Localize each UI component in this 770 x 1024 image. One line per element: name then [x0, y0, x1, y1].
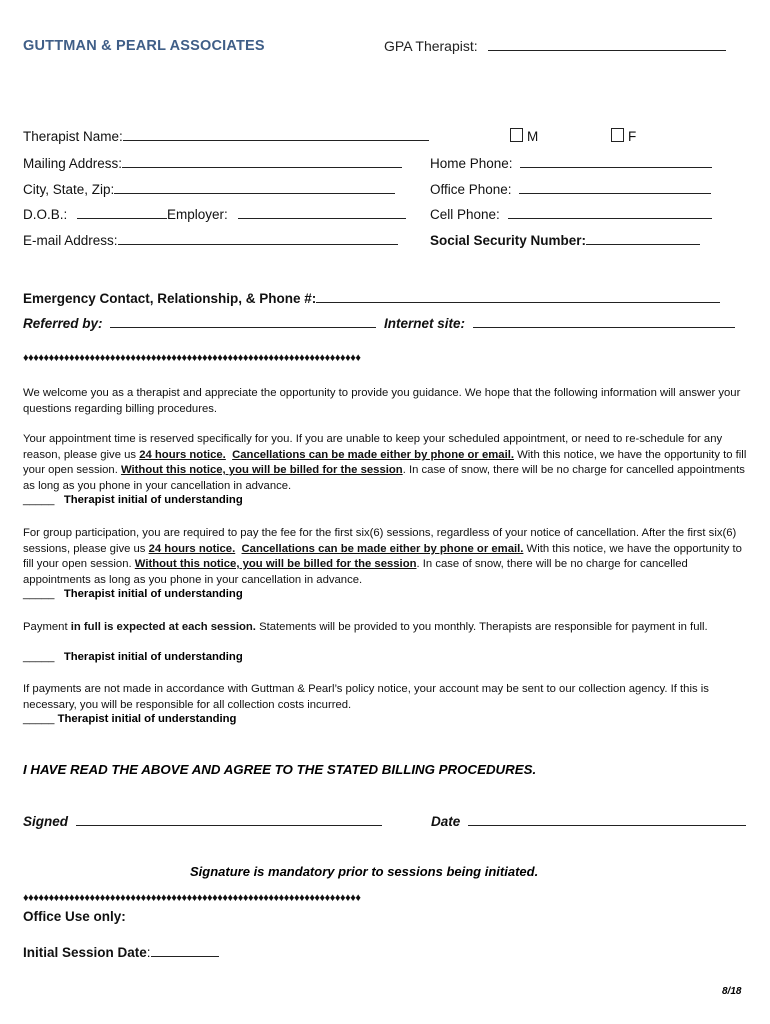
email-label: E-mail Address:	[23, 233, 118, 248]
dob-field	[23, 206, 406, 222]
notice-24-hours: 24 hours notice.	[148, 542, 236, 555]
initial-session-date-blank[interactable]	[151, 944, 219, 957]
cell-phone-field	[430, 206, 712, 222]
employer-blank[interactable]	[238, 206, 406, 219]
signature-mandatory-note: Signature is mandatory prior to sessions being initiated.	[190, 864, 539, 879]
initial-label: Therapist initial of understanding	[63, 494, 243, 506]
cell-phone-blank[interactable]	[508, 206, 712, 219]
dob-blank[interactable]	[77, 206, 167, 219]
mailing-address-blank[interactable]	[122, 155, 402, 168]
group-text-2: With this notice, we have the opportunity to fill your open session.	[23, 542, 742, 571]
city-state-zip-blank[interactable]	[114, 181, 395, 194]
group-policy-paragraph	[23, 526, 751, 588]
payment-text-1: Payment	[23, 621, 71, 633]
form-version: 8/18	[722, 986, 742, 997]
signed-field	[23, 813, 382, 829]
date-blank[interactable]	[468, 813, 746, 826]
gender-m-label: M	[527, 129, 539, 144]
initial-line-3	[23, 651, 243, 663]
company-name: GUTTMAN & PEARL ASSOCIATES	[23, 38, 265, 54]
ssn-field	[430, 232, 700, 248]
billed-warning: Without this notice, you will be billed for the session	[120, 464, 403, 477]
gender-f-option[interactable]	[611, 128, 636, 144]
appointment-policy-paragraph	[23, 432, 751, 494]
initial-session-colon: :	[146, 945, 151, 960]
internet-site-label: Internet site:	[384, 316, 466, 331]
agreement-statement: I HAVE READ THE ABOVE AND AGREE TO THE STATED BILLING PROCEDURES.	[23, 762, 537, 777]
emergency-contact-blank[interactable]	[316, 290, 720, 303]
initial-session-date-field	[23, 944, 219, 960]
internet-site-blank[interactable]	[473, 315, 735, 328]
home-phone-blank[interactable]	[520, 155, 712, 168]
gpa-therapist-blank[interactable]	[488, 38, 726, 51]
therapist-name-label: Therapist Name:	[23, 129, 123, 144]
emergency-contact-field	[23, 290, 720, 306]
signed-label: Signed	[23, 814, 69, 829]
employer-label: Employer:	[167, 207, 228, 222]
payment-policy-paragraph	[23, 620, 751, 636]
city-state-zip-field	[23, 181, 395, 197]
email-field	[23, 232, 398, 248]
date-field	[431, 813, 746, 829]
payment-text-2: Statements will be provided to you monthly. Therapists are responsible for payment in full.	[255, 621, 708, 633]
appointment-text-3: . In case of snow, there will be no charge for cancelled appointments as long as you phone in your cancellation in advance.	[23, 464, 745, 492]
diamond-divider: ♦♦♦♦♦♦♦♦♦♦♦♦♦♦♦♦♦♦♦♦♦♦♦♦♦♦♦♦♦♦♦♦♦♦♦♦♦♦♦♦♦♦♦♦♦♦♦♦♦♦♦♦♦♦♦♦♦♦♦♦♦♦♦♦♦♦	[23, 352, 361, 364]
initial-session-date-label: Initial Session Date	[23, 945, 147, 960]
home-phone-label: Home Phone:	[430, 156, 513, 171]
referred-by-field	[23, 315, 376, 331]
office-phone-blank[interactable]	[519, 181, 711, 194]
therapist-name-blank[interactable]	[123, 128, 429, 141]
gender-m-checkbox[interactable]	[510, 128, 523, 142]
referred-by-label: Referred by:	[23, 316, 103, 331]
diamond-divider: ♦♦♦♦♦♦♦♦♦♦♦♦♦♦♦♦♦♦♦♦♦♦♦♦♦♦♦♦♦♦♦♦♦♦♦♦♦♦♦♦♦♦♦♦♦♦♦♦♦♦♦♦♦♦♦♦♦♦♦♦♦♦♦♦♦♦	[23, 892, 361, 904]
internet-site-field	[384, 315, 735, 331]
payment-in-full: in full is expected at each session.	[70, 621, 256, 633]
gender-m-option[interactable]	[510, 128, 538, 144]
initial-blank[interactable]: _____	[23, 588, 55, 600]
initial-blank[interactable]: _____	[23, 494, 55, 506]
initial-line-1	[23, 494, 243, 506]
appointment-text-1: Your appointment time is reserved specifically for you. If you are unable to keep your scheduled appointment, or need to re-schedule for any reason, please give us	[23, 433, 723, 461]
initial-label: Therapist initial of understanding	[63, 588, 243, 600]
cancellation-method: Cancellations can be made either by phone or email.	[232, 448, 514, 461]
date-label: Date	[431, 814, 461, 829]
group-text-3: . In case of snow, there will be no charge for cancelled appointments as long as you phone in your cancellation in advance.	[23, 558, 688, 586]
gender-f-checkbox[interactable]	[611, 128, 624, 142]
welcome-paragraph: We welcome you as a therapist and appreciate the opportunity to provide you guidance. We hope that the following information will answer your questions regarding billing procedures.	[23, 387, 741, 415]
initial-blank[interactable]: _____	[23, 651, 55, 663]
gpa-therapist-field	[384, 38, 726, 54]
ssn-label: Social Security Number:	[430, 233, 587, 248]
office-phone-field	[430, 181, 711, 197]
referred-by-blank[interactable]	[110, 315, 376, 328]
cancellation-method: Cancellations can be made either by phone or email.	[241, 542, 524, 555]
ssn-blank[interactable]	[586, 232, 700, 245]
office-phone-label: Office Phone:	[430, 182, 512, 197]
initial-label: Therapist initial of understanding	[57, 713, 237, 725]
gpa-therapist-label: GPA Therapist:	[384, 38, 478, 54]
home-phone-field	[430, 155, 712, 171]
cell-phone-label: Cell Phone:	[430, 207, 500, 222]
notice-24-hours: 24 hours notice.	[139, 448, 226, 461]
billed-warning: Without this notice, you will be billed for the session	[134, 558, 417, 571]
email-blank[interactable]	[118, 232, 398, 245]
group-text-1: For group participation, you are required to pay the fee for the first six(6) sessions, regardless of your notice of cancellation. After the first six(6) sessions, please give us	[23, 527, 737, 555]
mailing-address-field	[23, 155, 402, 171]
mailing-address-label: Mailing Address:	[23, 156, 123, 171]
city-state-zip-label: City, State, Zip:	[23, 182, 115, 197]
dob-label: D.O.B.:	[23, 207, 68, 222]
initial-line-4	[23, 713, 236, 725]
appointment-text-2: With this notice, we have the opportunity to fill your open session.	[23, 448, 747, 477]
initial-line-2	[23, 588, 243, 600]
signature-blank[interactable]	[76, 813, 382, 826]
gender-f-label: F	[628, 129, 637, 144]
collection-policy-paragraph: If payments are not made in accordance with Guttman & Pearl’s policy notice, your account may be sent to our collection agency. If this is necessary, you will be responsible for all collection costs incurred.	[23, 683, 709, 711]
emergency-contact-label: Emergency Contact, Relationship, & Phone #:	[23, 291, 317, 306]
initial-blank[interactable]: _____	[23, 713, 55, 725]
office-use-heading: Office Use only:	[23, 909, 126, 924]
therapist-name-field	[23, 128, 429, 144]
initial-label: Therapist initial of understanding	[63, 651, 243, 663]
